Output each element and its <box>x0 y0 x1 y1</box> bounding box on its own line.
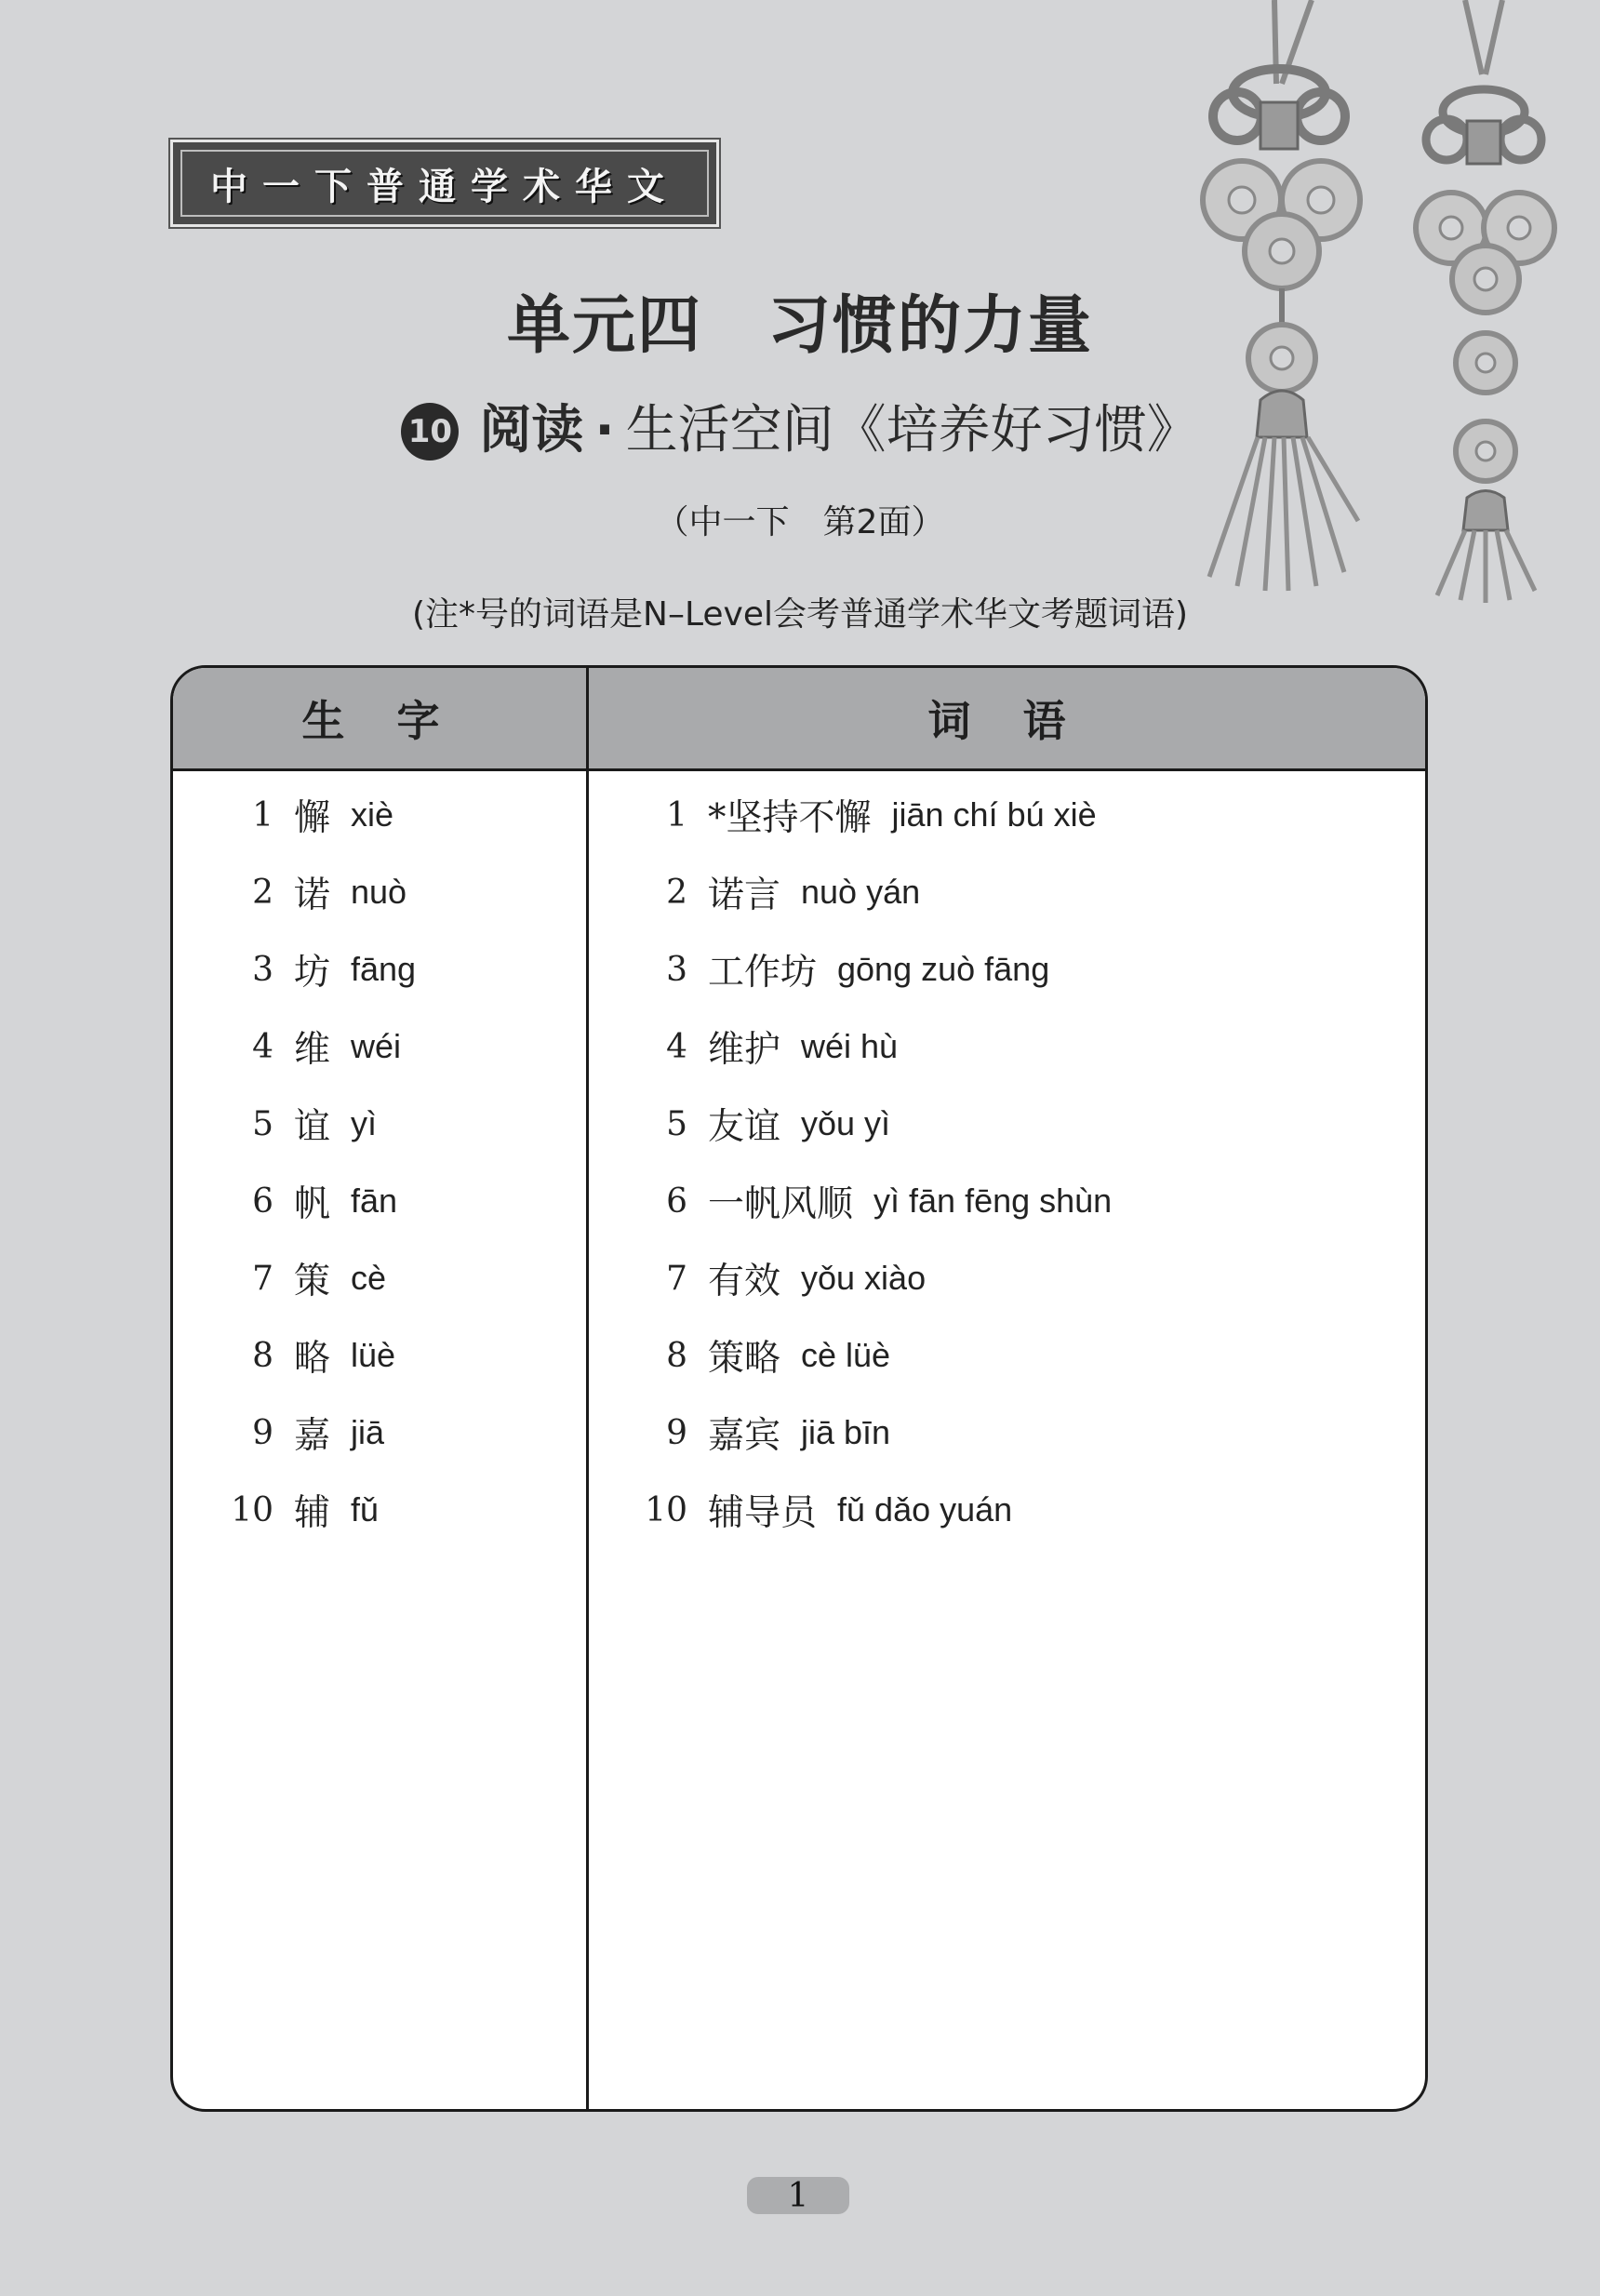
character-hanzi: 维 <box>294 1029 331 1071</box>
word-pinyin: wéi hù <box>801 1027 899 1065</box>
word-hanzi: 一帆风顺 <box>708 1183 854 1225</box>
word-pinyin: yì fān fēng shùn <box>873 1181 1113 1220</box>
word-hanzi: 辅导员 <box>708 1492 818 1534</box>
row-number: 4 <box>666 1027 687 1066</box>
lesson-separator: · <box>594 400 615 461</box>
column-divider <box>586 668 589 2109</box>
character-pinyin: fǔ <box>351 1490 380 1528</box>
character-pinyin: wéi <box>351 1027 402 1065</box>
row-number: 4 <box>252 1027 273 1066</box>
lesson-name: 生活空间《培养好习惯》 <box>625 400 1199 461</box>
word-pinyin: jiā bīn <box>801 1413 891 1451</box>
row-number: 5 <box>666 1104 687 1143</box>
page-reference: （中一下 第2面） <box>655 503 945 541</box>
character-row <box>218 1019 401 1075</box>
course-badge-label: 中一下普通学术华文 <box>210 165 679 208</box>
word-pinyin: yǒu yì <box>801 1104 891 1142</box>
character-hanzi: 诺 <box>294 874 331 916</box>
row-number: 6 <box>252 1181 273 1221</box>
word-row <box>632 1096 890 1152</box>
character-hanzi: 嘉 <box>294 1415 331 1457</box>
character-pinyin: jiā <box>351 1413 385 1451</box>
row-number: 8 <box>666 1336 687 1375</box>
page-number: 1 <box>747 2177 849 2214</box>
row-number: 7 <box>252 1259 273 1298</box>
character-pinyin: nuò <box>351 873 407 911</box>
character-pinyin: yì <box>351 1104 378 1142</box>
word-row <box>632 864 920 920</box>
exam-note: (注*号的词语是N–Level会考普通学术华文考题词语) <box>411 595 1189 634</box>
row-number: 2 <box>252 873 273 912</box>
word-pinyin: gōng zuò fāng <box>837 950 1050 988</box>
word-hanzi: 嘉宾 <box>708 1415 781 1457</box>
character-hanzi: 懈 <box>294 797 331 839</box>
word-hanzi: 维护 <box>708 1029 781 1071</box>
word-row <box>632 1328 890 1383</box>
row-number: 6 <box>666 1181 687 1221</box>
word-row <box>632 787 1097 843</box>
row-number: 8 <box>252 1336 273 1375</box>
character-hanzi: 坊 <box>294 952 331 994</box>
row-number: 1 <box>252 795 273 834</box>
character-hanzi: 帆 <box>294 1183 331 1225</box>
word-row <box>632 1405 890 1461</box>
character-hanzi: 谊 <box>294 1106 331 1148</box>
lesson-number-badge: 10 <box>401 403 459 461</box>
lesson-kind: 阅读 <box>479 400 584 461</box>
character-row <box>218 1096 377 1152</box>
word-row <box>632 1250 926 1306</box>
column-header-characters: 生 字 <box>301 696 459 746</box>
character-pinyin: fān <box>351 1181 398 1220</box>
character-pinyin: fāng <box>351 950 417 988</box>
word-pinyin: nuò yán <box>801 873 921 911</box>
word-row <box>632 1482 1012 1538</box>
word-hanzi: 诺言 <box>708 874 781 916</box>
word-hanzi: 工作坊 <box>708 952 818 994</box>
row-number: 9 <box>252 1413 273 1452</box>
word-row <box>632 941 1049 997</box>
character-row <box>218 1405 384 1461</box>
row-number: 7 <box>666 1259 687 1298</box>
course-badge <box>170 140 719 227</box>
word-hanzi: 有效 <box>708 1261 781 1302</box>
word-hanzi: *坚持不懈 <box>708 797 872 839</box>
row-number: 2 <box>666 873 687 912</box>
row-number: 5 <box>252 1104 273 1143</box>
word-pinyin: cè lüè <box>801 1336 891 1374</box>
character-row <box>218 787 393 843</box>
row-number: 9 <box>666 1413 687 1452</box>
character-pinyin: cè <box>351 1259 387 1297</box>
row-number: 3 <box>666 950 687 989</box>
row-number: 1 <box>666 795 687 834</box>
word-hanzi: 策略 <box>708 1338 781 1380</box>
character-row <box>218 1328 395 1383</box>
character-row <box>218 1482 379 1538</box>
character-hanzi: 略 <box>294 1338 331 1380</box>
word-pinyin: yǒu xiào <box>801 1259 927 1297</box>
character-hanzi: 辅 <box>294 1492 331 1534</box>
word-row <box>632 1173 1112 1229</box>
table-header <box>173 668 1425 771</box>
word-pinyin: fǔ dǎo yuán <box>837 1490 1013 1528</box>
word-hanzi: 友谊 <box>708 1106 781 1148</box>
character-row <box>218 864 407 920</box>
character-pinyin: xiè <box>351 795 394 834</box>
character-pinyin: lüè <box>351 1336 396 1374</box>
row-number: 3 <box>252 950 273 989</box>
lesson-title <box>0 389 1600 463</box>
row-number: 10 <box>645 1490 687 1529</box>
row-number: 10 <box>231 1490 273 1529</box>
word-pinyin: jiān chí bú xiè <box>891 795 1097 834</box>
column-header-words: 词 语 <box>927 696 1085 746</box>
unit-title: 单元四 习惯的力量 <box>506 289 1093 363</box>
word-row <box>632 1019 898 1075</box>
character-hanzi: 策 <box>294 1261 331 1302</box>
character-row <box>218 941 416 997</box>
character-row <box>218 1250 386 1306</box>
character-row <box>218 1173 397 1229</box>
vocabulary-table <box>170 665 1428 2112</box>
